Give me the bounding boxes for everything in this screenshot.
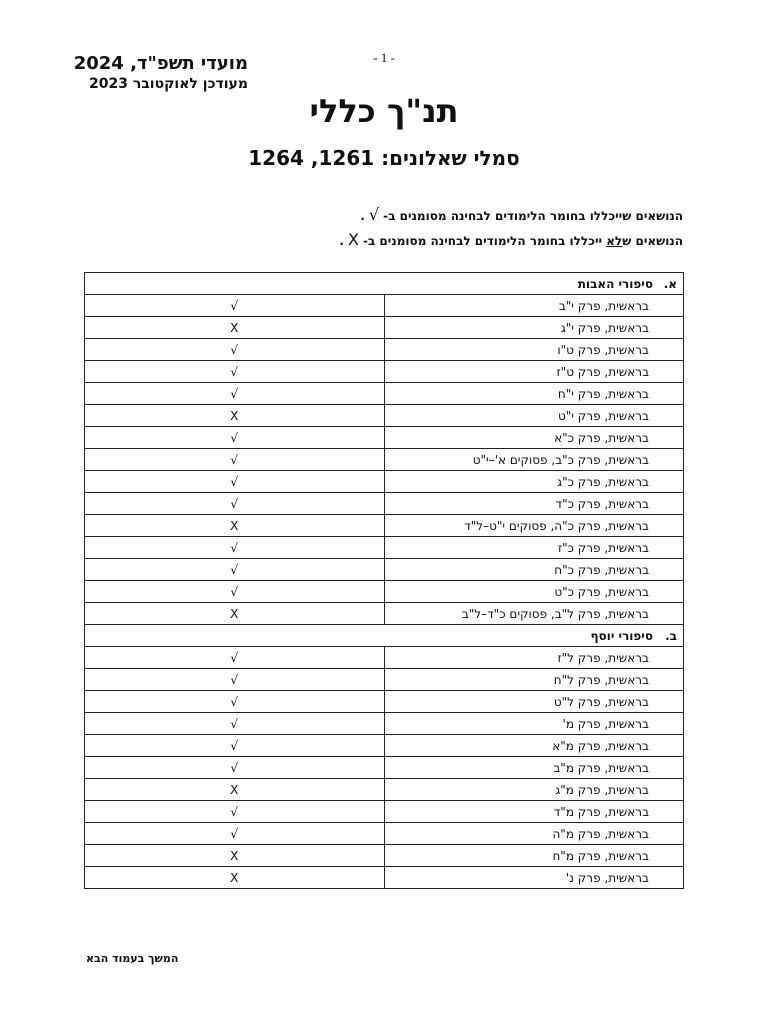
table-row xyxy=(85,779,684,801)
exam-version: מעודכן לאוקטובר 2023 xyxy=(88,76,248,92)
topic-cell: בראשית, פרק כ"ז xyxy=(384,537,684,559)
legend-included xyxy=(360,205,683,224)
topic-cell: בראשית, פרק כ"א xyxy=(384,427,684,449)
table-row xyxy=(85,735,684,757)
table-row xyxy=(85,493,684,515)
legend-excluded-underlined: לא xyxy=(606,234,623,248)
table-row xyxy=(85,449,684,471)
table-row xyxy=(85,669,684,691)
table-row xyxy=(85,647,684,669)
table-row xyxy=(85,691,684,713)
table-row xyxy=(85,339,684,361)
x-mark-icon: X xyxy=(85,845,385,867)
legend-excluded-prefix: הנושאים ש xyxy=(622,234,683,248)
topic-cell: בראשית, פרק מ"ח xyxy=(384,845,684,867)
topic-cell: בראשית, פרק ל"ט xyxy=(384,691,684,713)
table-row xyxy=(85,537,684,559)
table-row xyxy=(85,867,684,889)
topic-cell: בראשית, פרק כ"ב, פסוקים א'–י"ט xyxy=(384,449,684,471)
topic-cell: בראשית, פרק מ"א xyxy=(384,735,684,757)
legend-period: . xyxy=(339,234,344,248)
section-header xyxy=(85,273,684,295)
topic-cell: בראשית, פרק כ"ח xyxy=(384,559,684,581)
section-title: סיפורי יוסף xyxy=(590,628,653,643)
exam-info xyxy=(74,53,248,93)
check-mark-icon: √ xyxy=(85,823,385,845)
topic-cell: בראשית, פרק נ' xyxy=(384,867,684,889)
check-mark-icon: √ xyxy=(85,449,385,471)
topic-cell: בראשית, פרק י"ח xyxy=(384,383,684,405)
check-mark-icon: √ xyxy=(85,559,385,581)
legend-included-text: הנושאים שייכללו בחומר הלימודים לבחינה מסומנים ב- xyxy=(383,209,683,223)
table-row xyxy=(85,757,684,779)
table-row xyxy=(85,801,684,823)
topic-cell: בראשית, פרק ל"ב, פסוקים כ"ד–ל"ב xyxy=(384,603,684,625)
topic-cell: בראשית, פרק כ"ה, פסוקים י"ט–ל"ד xyxy=(384,515,684,537)
topic-cell: בראשית, פרק י"ב xyxy=(384,295,684,317)
table-row xyxy=(85,295,684,317)
topic-cell: בראשית, פרק י"ט xyxy=(384,405,684,427)
topic-cell: בראשית, פרק ל"ז xyxy=(384,647,684,669)
table-row xyxy=(85,317,684,339)
topic-cell: בראשית, פרק מ"ה xyxy=(384,823,684,845)
section-letter: א. xyxy=(663,276,677,291)
table-row xyxy=(85,603,684,625)
check-mark-icon: √ xyxy=(85,295,385,317)
check-mark-icon: √ xyxy=(85,537,385,559)
x-mark-icon: X xyxy=(85,405,385,427)
topic-cell: בראשית, פרק י"ג xyxy=(384,317,684,339)
questionnaire-codes: סמלי שאלונים: 1261, 1264 xyxy=(248,146,520,170)
check-mark-icon: √ xyxy=(85,427,385,449)
check-mark-icon: √ xyxy=(85,735,385,757)
topic-cell: בראשית, פרק ט"ז xyxy=(384,361,684,383)
x-mark-icon: X xyxy=(347,230,359,249)
check-mark-icon: √ xyxy=(85,691,385,713)
check-mark-icon: √ xyxy=(85,339,385,361)
x-mark-icon: X xyxy=(85,603,385,625)
check-mark-icon: √ xyxy=(368,205,380,224)
table-row xyxy=(85,361,684,383)
table-row xyxy=(85,515,684,537)
check-mark-icon: √ xyxy=(85,581,385,603)
table-row xyxy=(85,823,684,845)
check-mark-icon: √ xyxy=(85,713,385,735)
table-row xyxy=(85,427,684,449)
section-header-row xyxy=(85,273,684,295)
page-title: תנ"ך כללי xyxy=(309,92,459,130)
topic-cell: בראשית, פרק מ' xyxy=(384,713,684,735)
table-row xyxy=(85,845,684,867)
table-row xyxy=(85,383,684,405)
section-header-row xyxy=(85,625,684,647)
check-mark-icon: √ xyxy=(85,361,385,383)
topic-cell: בראשית, פרק ט"ו xyxy=(384,339,684,361)
check-mark-icon: √ xyxy=(85,669,385,691)
section-letter: ב. xyxy=(665,628,677,643)
table-row xyxy=(85,581,684,603)
check-mark-icon: √ xyxy=(85,493,385,515)
legend-period: . xyxy=(360,209,365,223)
table-row xyxy=(85,559,684,581)
exam-date: מועדי תשפ"ד, 2024 xyxy=(73,53,248,74)
x-mark-icon: X xyxy=(85,779,385,801)
section-header xyxy=(85,625,684,647)
table-row xyxy=(85,713,684,735)
table-row xyxy=(85,471,684,493)
legend-excluded-rest: ייכללו בחומר הלימודים לבחינה מסומנים ב- xyxy=(362,234,607,248)
legend-excluded xyxy=(339,230,683,249)
page-number: - 1 - xyxy=(373,50,395,65)
x-mark-icon: X xyxy=(85,867,385,889)
check-mark-icon: √ xyxy=(85,383,385,405)
x-mark-icon: X xyxy=(85,515,385,537)
section-title: סיפורי האבות xyxy=(577,276,653,291)
topic-cell: בראשית, פרק ל"ח xyxy=(384,669,684,691)
topic-cell: בראשית, פרק כ"ד xyxy=(384,493,684,515)
topic-cell: בראשית, פרק מ"ד xyxy=(384,801,684,823)
topic-cell: בראשית, פרק כ"ט xyxy=(384,581,684,603)
x-mark-icon: X xyxy=(85,317,385,339)
topic-cell: בראשית, פרק מ"ג xyxy=(384,779,684,801)
check-mark-icon: √ xyxy=(85,757,385,779)
check-mark-icon: √ xyxy=(85,801,385,823)
check-mark-icon: √ xyxy=(85,647,385,669)
topics-table xyxy=(84,272,684,889)
table-row xyxy=(85,405,684,427)
check-mark-icon: √ xyxy=(85,471,385,493)
continued-note: המשך בעמוד הבא xyxy=(86,952,179,965)
topic-cell: בראשית, פרק מ"ב xyxy=(384,757,684,779)
topic-cell: בראשית, פרק כ"ג xyxy=(384,471,684,493)
